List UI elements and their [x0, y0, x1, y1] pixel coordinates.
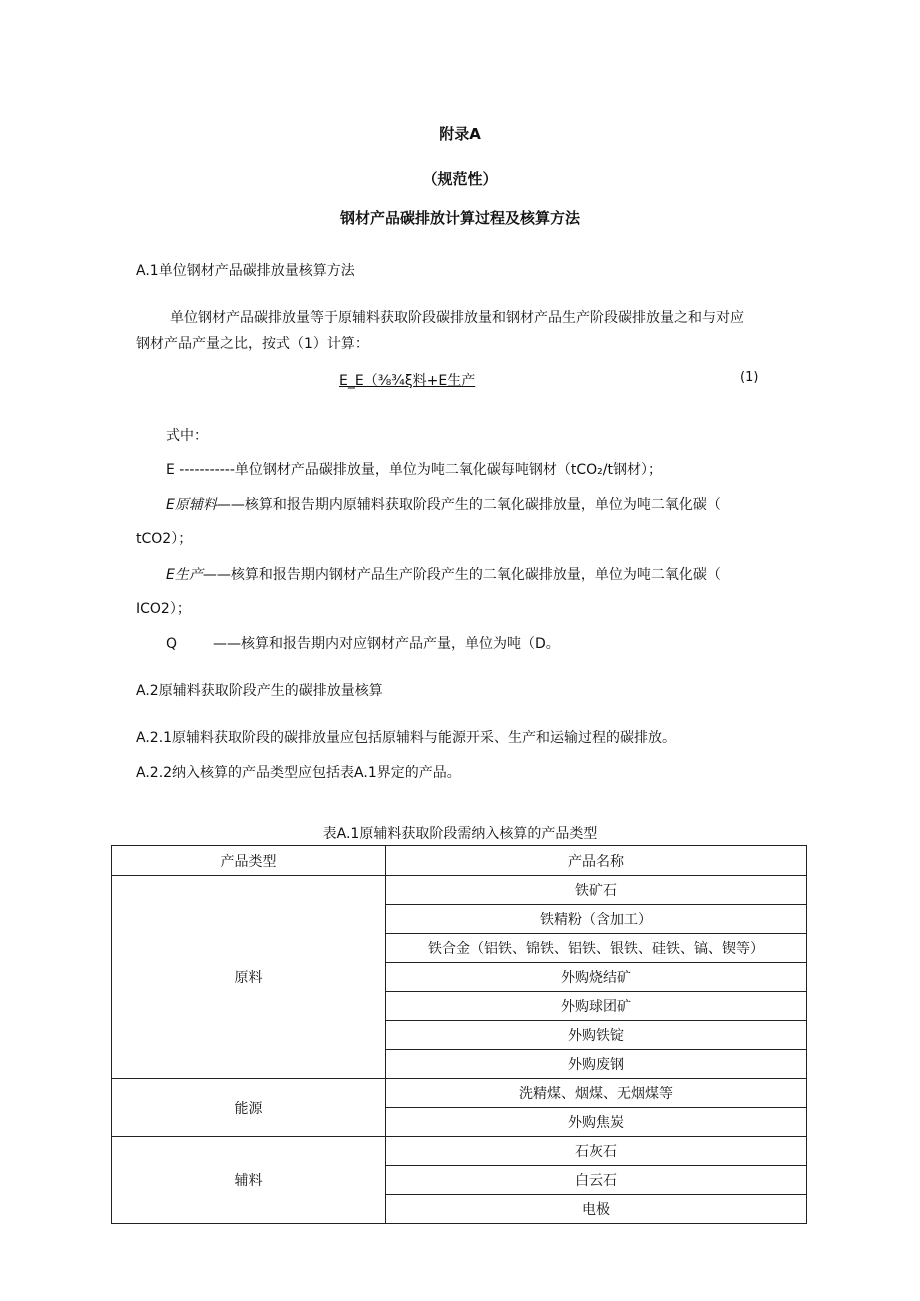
- normative-label: （规范性）: [422, 170, 498, 188]
- formula-expression: E_E（⅜¾ξ料+E生产: [339, 373, 476, 389]
- definition-q-text: ——核算和报告期内对应钢材产品产量，单位为吨（D。: [213, 636, 560, 652]
- symbol-q: Q: [166, 636, 178, 652]
- definition-e-prod-unit: ICO2）；: [136, 601, 191, 617]
- table-row: [112, 1137, 807, 1166]
- appendix-label: 附录A: [439, 125, 481, 143]
- definition-e-prod-text: ——核算和报告期内钢材产品生产阶段产生的二氧化碳排放量，单位为吨二氧化碳（: [202, 567, 721, 583]
- formula-number: (1): [740, 370, 759, 385]
- type-cell-energy: 能源: [112, 1079, 386, 1137]
- where-label: 式中：: [166, 428, 208, 444]
- table-row: [112, 876, 807, 905]
- definition-e: E -----------单位钢材产品碳排放量，单位为吨二氧化碳每吨钢材（tCO₂/t钢材）；: [166, 462, 662, 478]
- formula-1: [339, 370, 475, 390]
- name-cell: 电极: [386, 1195, 807, 1224]
- definition-e-raw-unit: tCO2）；: [136, 531, 193, 547]
- a1-paragraph-line1: 单位钢材产品碳排放量等于原辅料获取阶段碳排放量和钢材产品生产阶段碳排放量之和与对应: [170, 310, 744, 326]
- name-cell: 石灰石: [386, 1137, 807, 1166]
- name-cell: 铁精粉（含加工）: [386, 905, 807, 934]
- name-cell: 外购焦炭: [386, 1108, 807, 1137]
- header-product-name: 产品名称: [386, 846, 807, 876]
- type-cell-raw: 原料: [112, 876, 386, 1079]
- header-product-type: 产品类型: [112, 846, 386, 876]
- clause-a21: A.2.1原辅料获取阶段的碳排放量应包括原辅料与能源开采、生产和运输过程的碳排放。: [136, 730, 677, 746]
- table-row: [112, 1079, 807, 1108]
- name-cell: 外购废钢: [386, 1050, 807, 1079]
- a1-paragraph-line2: 钢材产品产量之比，按式（1）计算：: [136, 336, 369, 352]
- name-cell: 外购球团矿: [386, 992, 807, 1021]
- definition-e-raw: [166, 494, 721, 514]
- clause-a22: A.2.2纳入核算的产品类型应包括表A.1界定的产品。: [136, 765, 461, 781]
- type-cell-auxiliary: 辅料: [112, 1137, 386, 1224]
- name-cell: 铁合金（铝铁、锦铁、铝铁、银铁、硅铁、镐、锲等）: [386, 934, 807, 963]
- product-type-table: [111, 845, 807, 1224]
- name-cell: 白云石: [386, 1166, 807, 1195]
- section-a1-heading: A.1单位钢材产品碳排放量核算方法: [136, 263, 355, 279]
- name-cell: 洗精煤、烟煤、无烟煤等: [386, 1079, 807, 1108]
- table-header-row: [112, 846, 807, 876]
- definition-e-prod: [166, 564, 721, 584]
- document-title: 钢材产品碳排放计算过程及核算方法: [339, 209, 580, 227]
- symbol-e-prod: E生产: [166, 567, 203, 583]
- definition-e-raw-text: ——核算和报告期内原辅料获取阶段产生的二氧化碳排放量，单位为吨二氧化碳（: [216, 497, 721, 513]
- section-a2-heading: A.2原辅料获取阶段产生的碳排放量核算: [136, 683, 383, 699]
- name-cell: 外购铁锭: [386, 1021, 807, 1050]
- table-caption: 表A.1原辅料获取阶段需纳入核算的产品类型: [322, 826, 598, 842]
- definition-q: [166, 633, 560, 653]
- name-cell: 外购烧结矿: [386, 963, 807, 992]
- symbol-e-raw: E原辅料: [166, 497, 217, 513]
- name-cell: 铁矿石: [386, 876, 807, 905]
